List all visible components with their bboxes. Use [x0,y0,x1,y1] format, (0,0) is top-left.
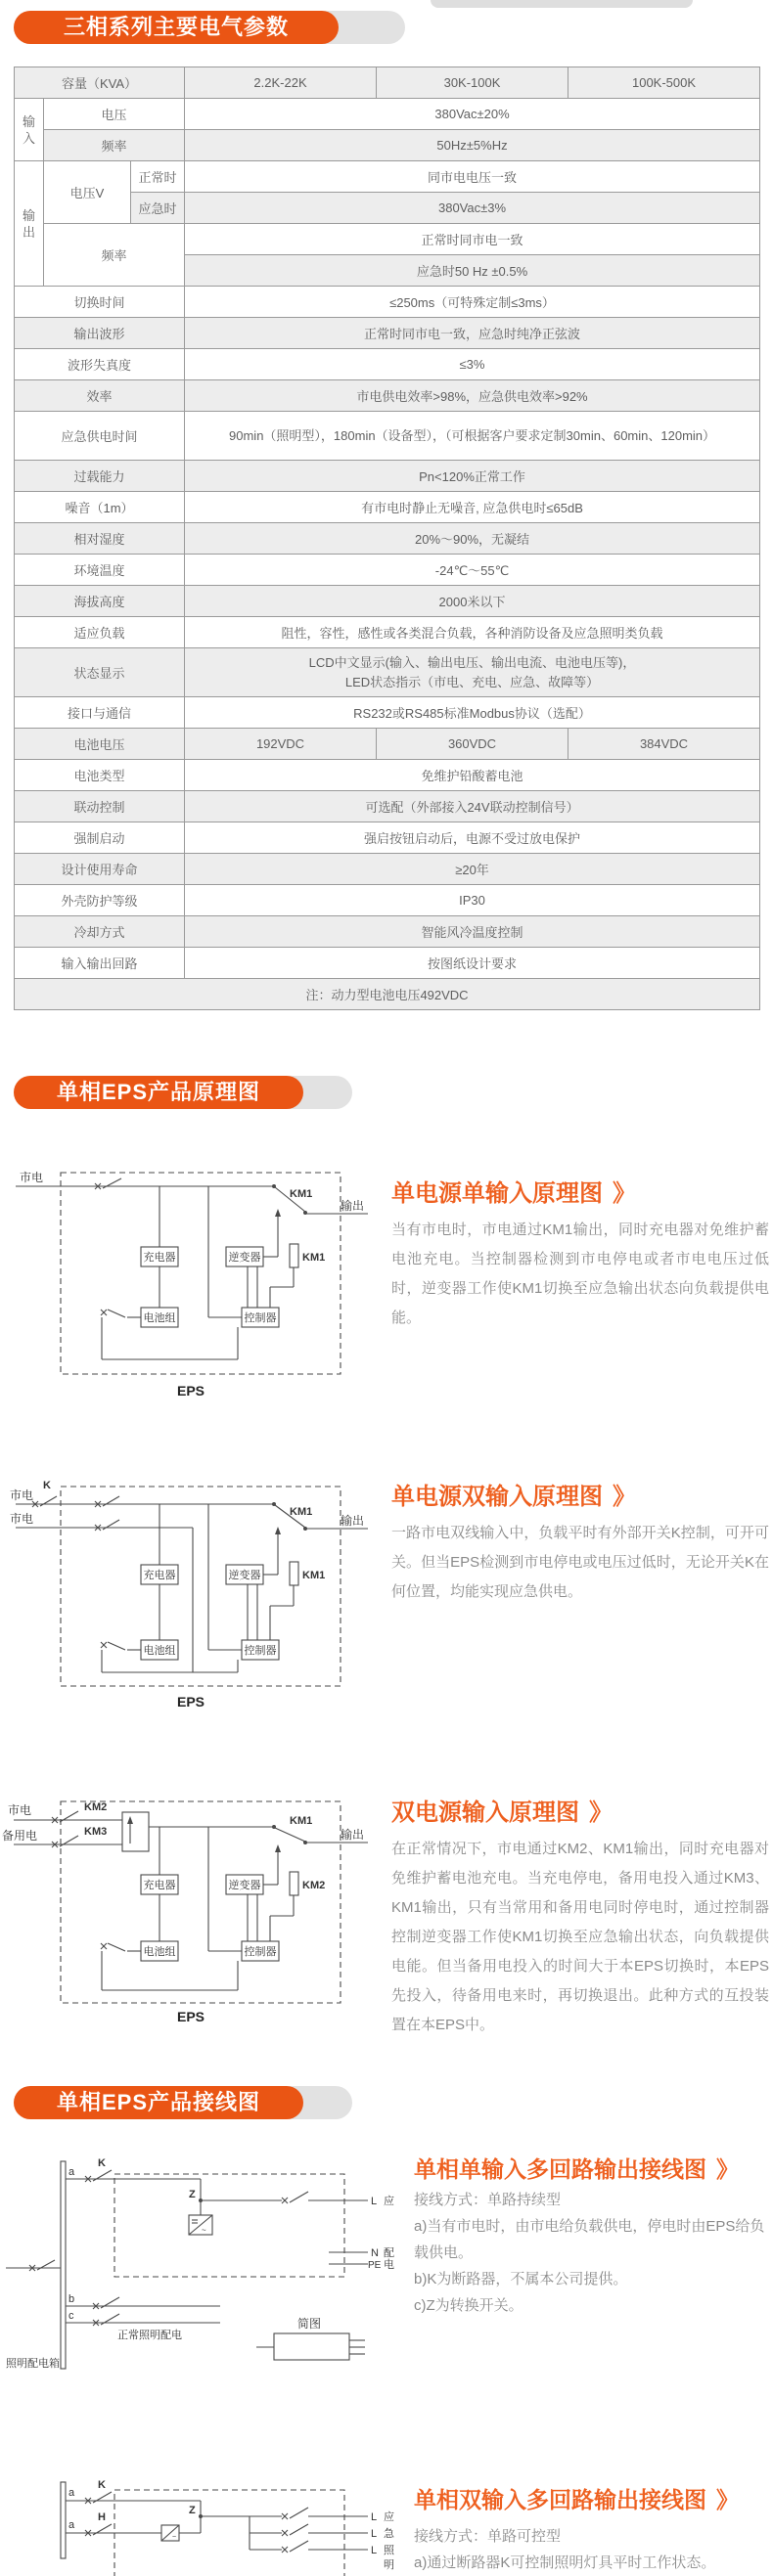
figure-title-2 [391,1477,636,1511]
inverter-box-label: 逆变器 [228,1880,261,1891]
chevron-icon: 》 [613,1180,636,1207]
spec-label: 电池类型 [15,760,185,791]
branch-a-label: a [68,2519,75,2531]
spec-value: ≥20年 [185,854,760,885]
figure-notes-5 [414,2523,766,2576]
figure-title-text: 双电源输入原理图 [391,1799,579,1826]
inverter-symbol-tilde: ~ [202,2226,206,2235]
figure-title-5 [414,2482,739,2514]
figure-title-1 [391,1174,636,1208]
battery-box-label: 电池组 [143,1645,176,1657]
emergency-char: 急 [384,2528,394,2540]
km2-coil-label: KM2 [302,1880,326,1891]
spec-group-output: 输出 [15,161,44,287]
spec-label: 电池电压 [15,729,185,760]
spec-label: 输入输出回路 [15,948,185,979]
diagram-single-source-single-input [0,1164,391,1413]
battery-box-label: 电池组 [143,1946,176,1958]
spec-label: 海拔高度 [15,586,185,617]
chevron-icon: 》 [716,2487,739,2512]
mains-label: 市电 [10,1512,34,1526]
spec-label: 联动控制 [15,791,185,822]
spec-label: 相对湿度 [15,523,185,555]
figure-title-text: 单相单输入多回路输出接线图 [414,2156,706,2182]
spec-label: 状态显示 [15,648,185,697]
spec-value: 90min（照明型），180min（设备型），（可根据客户要求定制30min、60min、120min） [185,412,760,461]
spec-value-line1: LCD中文显示(输入、输出电压、输出电流、电池电压等)， [308,654,636,670]
inverter-symbol-tilde: ~ [172,2534,177,2541]
eps-label: EPS [176,2009,205,2024]
spec-value: 市电供电效率>98%，应急供电效率>92% [185,380,760,412]
spec-label: 频率 [44,224,185,287]
spec-label: 切换时间 [15,287,185,318]
spec-group-input: 输入 [15,99,44,161]
spec-value-line2: LED状态指示（市电、充电、应急、故障等） [344,674,600,689]
emergency-char: 照 [384,2545,394,2556]
normal-lighting-label: 正常照明配电 [117,2330,182,2341]
branch-a-label: a [68,2166,75,2178]
eps-label: EPS [176,1694,205,1710]
lighting-box-label: 照明配电箱 [6,2358,60,2370]
spec-table [14,67,760,1010]
k-breaker-label: K [98,2479,106,2491]
branch-a-label: a [68,2487,75,2499]
line-l-label: L [371,2511,378,2523]
emergency-char: 明 [384,2559,394,2571]
z-switch-label: Z [189,2505,196,2516]
charger-box-label: 充电器 [143,1252,176,1264]
spec-capacity-col3: 100K-500K [568,67,760,99]
spec-value: 智能风冷温度控制 [185,916,760,948]
km1-coil-label: KM1 [302,1252,326,1264]
spec-value [185,648,760,697]
figure-desc-2: 一路市电双线输入中，负载平时有外部开关K控制，可开可关。但当EPS检测到市电停电或电压过低时，无论开关K在何位置，均能实现应急供电。 [391,1525,769,1600]
spec-value: 192VDC [185,729,377,760]
output-label: 输出 [341,1514,365,1528]
diagram-dual-source-input [0,1795,391,2037]
section-title-principle: 单相EPS产品原理图 [14,1076,303,1109]
km2-switch-label: KM2 [84,1801,108,1813]
spec-value: 应急时50 Hz ±0.5% [185,255,760,287]
spec-label: 电压 [44,99,185,130]
figure-title-text: 单相双输入多回路输出接线图 [414,2487,706,2512]
spec-value: 50Hz±5%Hz [185,130,760,161]
controller-box-label: 控制器 [244,1946,277,1958]
spec-label: 效率 [15,380,185,412]
spec-capacity-col1: 2.2K-22K [185,67,377,99]
wiring-note-line: 接线方式：单路可控型 [414,2528,562,2545]
mains-label: 市电 [10,1488,34,1502]
spec-label: 外壳防护等级 [15,885,185,916]
dist-char: 配 [384,2247,394,2259]
spec-value: 可选配（外部接入24V联动控制信号） [185,791,760,822]
km3-switch-label: KM3 [84,1826,108,1838]
spec-label: 适应负载 [15,617,185,648]
chevron-icon: 》 [613,1484,636,1510]
spec-label: 波形失真度 [15,349,185,380]
diagram-dual-input-multi-output-wiring [0,2470,403,2571]
line-pe-label: PE [368,2260,382,2271]
section-title-wiring: 单相EPS产品接线图 [14,2086,303,2119]
diagram-single-input-multi-output-wiring [0,2147,403,2374]
figure-title-4 [414,2152,739,2184]
eps-label: EPS [176,1383,205,1399]
charger-box-label: 充电器 [143,1880,176,1891]
figure-desc-1: 当有市电时，市电通过KM1输出，同时充电器对免维护蓄电池充电。当控制器检测到市电停电或者市电电压过低时，逆变器工作使KM1切换至应急输出状态向负载提供电能。 [391,1221,769,1326]
chevron-icon: 》 [589,1799,613,1826]
km1-switch-label: KM1 [290,1506,313,1518]
spec-value: 2000米以下 [185,586,760,617]
spec-value: 阻性，容性，感性或各类混合负载，各种消防设备及应急照明类负载 [185,617,760,648]
spec-value: 同市电电压一致 [185,161,760,193]
spec-label: 强制启动 [15,822,185,854]
dist-char: 电 [384,2259,394,2271]
top-partial-bar [431,0,693,8]
inverter-box-label: 逆变器 [228,1252,261,1264]
spec-value: 有市电时静止无噪音, 应急供电时≤65dB [185,492,760,523]
spec-value: 20%～90%，无凝结 [185,523,760,555]
h-breaker-label: H [98,2511,106,2523]
chevron-icon: 》 [716,2156,739,2182]
spec-value: 正常时同市电一致 [185,224,760,255]
backup-label: 备用电 [2,1829,38,1843]
emergency-char: 应 [384,2511,394,2523]
spec-value: 384VDC [568,729,760,760]
controller-box-label: 控制器 [244,1645,277,1657]
spec-value: ≤3% [185,349,760,380]
spec-label: 环境温度 [15,555,185,586]
spec-capacity-col2: 30K-100K [377,67,568,99]
spec-value: 360VDC [377,729,568,760]
charger-box-label: 充电器 [143,1570,176,1581]
line-l-label: L [371,2196,378,2207]
spec-label: 过载能力 [15,461,185,492]
branch-b-label: b [68,2293,75,2305]
km1-coil-label: KM1 [302,1570,326,1581]
figure-title-text: 单电源双输入原理图 [391,1484,603,1510]
wiring-note-line: c)Z为转换开关。 [414,2297,523,2314]
spec-value: 强启按钮启动后，电源不受过放电保护 [185,822,760,854]
spec-value: 正常时同市电一致，应急时纯净正弦波 [185,318,760,349]
spec-label: 频率 [44,130,185,161]
wiring-note-line: a)当有市电时，由市电给负载供电，停电时由EPS给负载供电。 [414,2218,765,2261]
output-label: 输出 [341,1828,365,1842]
mains-label: 市电 [20,1171,44,1184]
wiring-note-line: a)通过断路器K可控制照明灯具平时工作状态。 [414,2554,716,2571]
inverter-box-label: 逆变器 [228,1570,261,1581]
spec-value: Pn<120%正常工作 [185,461,760,492]
spec-value: IP30 [185,885,760,916]
z-switch-label: Z [189,2189,196,2200]
spec-label: 输出波形 [15,318,185,349]
km1-switch-label: KM1 [290,1188,313,1200]
spec-label: 设计使用寿命 [15,854,185,885]
spec-value: 按图纸设计要求 [185,948,760,979]
k-breaker-label: K [98,2157,106,2169]
spec-value: ≤250ms（可特殊定制≤3ms） [185,287,760,318]
wiring-note-line: b)K为断路器，不属本公司提供。 [414,2271,628,2287]
spec-value: 380Vac±3% [185,193,760,224]
spec-value: -24℃～55℃ [185,555,760,586]
section-title-params: 三相系列主要电气参数 [14,11,339,44]
output-label: 输出 [341,1199,365,1213]
battery-box-label: 电池组 [143,1312,176,1324]
figure-title-3 [391,1793,613,1827]
spec-label: 噪音（1m） [15,492,185,523]
spec-sublabel: 正常时 [131,161,185,193]
sketch-label: 简图 [297,2317,322,2331]
emergency-char: 应 [384,2196,394,2207]
spec-value: 免维护铅酸蓄电池 [185,760,760,791]
spec-label: 接口与通信 [15,697,185,729]
branch-c-label: c [68,2310,74,2322]
mains-label: 市电 [8,1803,32,1817]
spec-sublabel: 应急时 [131,193,185,224]
spec-capacity-label: 容量（KVA） [15,67,185,99]
line-l-label: L [371,2545,378,2556]
spec-value: 380Vac±20% [185,99,760,130]
figure-title-text: 单电源单输入原理图 [391,1180,603,1207]
spec-note: 注：动力型电池电压492VDC [15,979,760,1010]
figure-notes-4 [414,2187,766,2319]
diagram-single-source-dual-input [0,1472,391,1716]
k-switch-label: K [43,1480,51,1491]
spec-value: RS232或RS485标准Modbus协议（选配） [185,697,760,729]
km1-switch-label: KM1 [290,1815,313,1827]
spec-label: 电压V [44,161,131,224]
figure-desc-3: 在正常情况下，市电通过KM2、KM1输出，同时充电器对免维护蓄电池充电。当充电停电，备用电投入通过KM3、KM1输出，只有当常用和备用电同时停电时，通过控制器控制逆变器工作使KM1切换至应急输出状态，向负载提供电能。但当备用电投入的时间大于本EPS切换时，本EPS先投入，待备用电来时，再切换退出。此种方式的互投装置在本EPS中。 [391,1841,769,2033]
spec-label: 冷却方式 [15,916,185,948]
line-l-label: L [371,2528,378,2540]
spec-label: 应急供电时间 [15,412,185,461]
controller-box-label: 控制器 [244,1312,277,1324]
line-n-label: N [371,2247,379,2259]
wiring-note-line: 接线方式：单路持续型 [414,2192,562,2208]
